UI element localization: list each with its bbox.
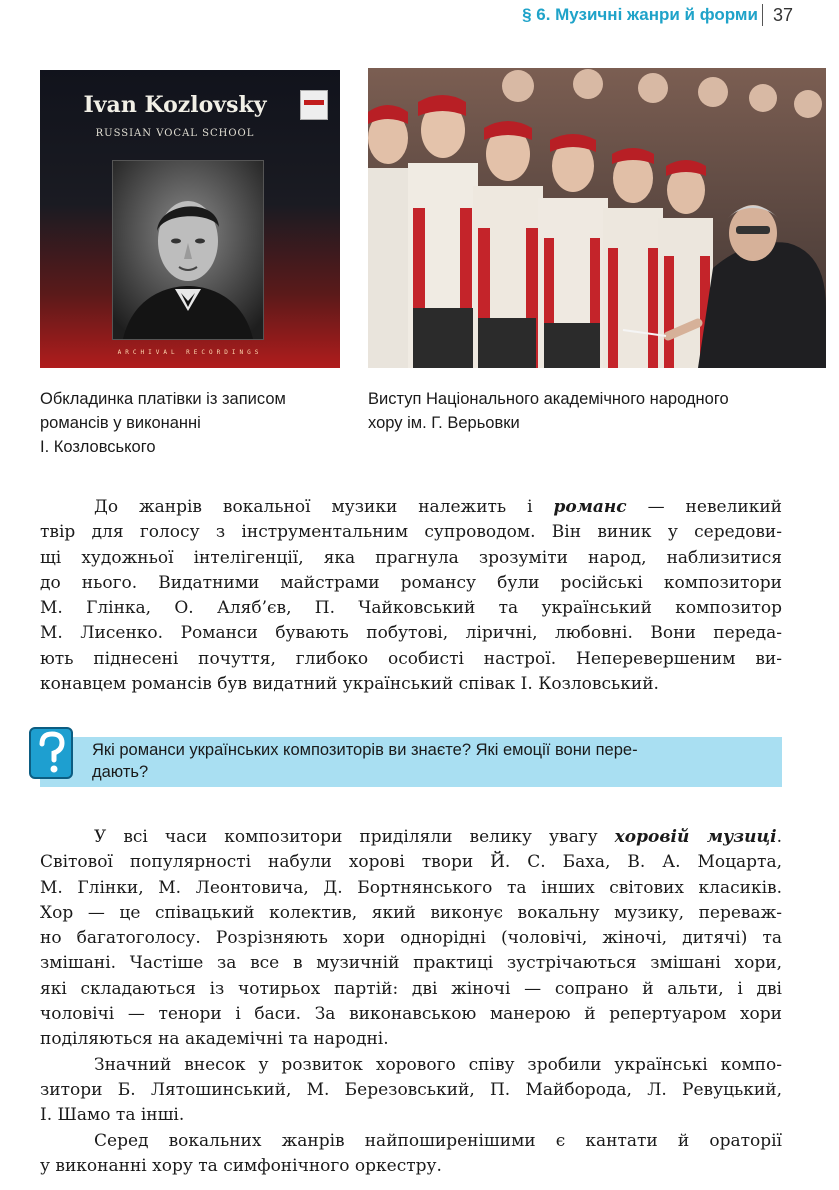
text-run: но багатоголосу. Розрізняють хори однорідні (чоловічі, жіночі, дитячі) та: [40, 928, 782, 949]
text-run: щі художньої інтелігенції, яка прагнула зрозуміти народ, наблизитися: [40, 547, 782, 568]
text-run: .: [776, 827, 782, 847]
text-run: у виконанні хору та симфонічного оркестру.: [40, 1155, 442, 1176]
question-line: Які романси українських композиторів ви знаєте? Які емоції вони пере-: [92, 741, 638, 759]
label-logo: [300, 90, 328, 120]
choir-photo: [368, 68, 826, 368]
question-mark-icon: [28, 724, 76, 782]
text-run: змішані. Частіше за все в музичній практиці зустрічаються змішані хори,: [40, 953, 782, 974]
text-run: М. Глінки, М. Леонтовича, Д. Бортнянського та інших світових класиків.: [40, 877, 782, 898]
text-line: [40, 647, 782, 672]
caption-line: Обкладинка платівки із записом: [40, 390, 286, 408]
text-run: Хор — це співацький колектив, який виконує вокальну музику, переваж-: [40, 902, 782, 923]
text-run: чоловічі — тенори і баси. За виконавською манерою й репертуаром хори: [40, 1004, 782, 1025]
section-title: § 6. Музичні жанри й форми: [522, 5, 758, 24]
text-run: які складаються із чотирьох партій: дві жіночі — сопрано й альти, і дві: [40, 978, 782, 999]
singer-portrait: [112, 160, 264, 340]
text-run: М. Глінка, О. Аляб’єв, П. Чайковський та український композитор: [40, 598, 782, 619]
text-line: [40, 596, 782, 621]
text-run: Серед вокальних жанрів найпоширенішими є кантати й ораторії: [94, 1130, 782, 1151]
paragraph-romance: [40, 495, 782, 697]
text-line: [40, 1053, 782, 1078]
paragraph-choir: [40, 825, 782, 1179]
text-line: [40, 546, 782, 571]
album-caption: [40, 387, 350, 459]
caption-line: Виступ Національного академічного народного: [368, 390, 729, 408]
text-run: І. Шамо та інші.: [40, 1105, 185, 1126]
text-line: [40, 520, 782, 545]
caption-line: хору ім. Г. Верьовки: [368, 414, 520, 432]
text-run: До жанрів вокальної музики належить і: [94, 497, 554, 517]
text-run: до нього. Видатними майстрами романсу були російські композитори: [40, 572, 782, 593]
running-header: [522, 2, 793, 28]
album-bottom-text: ARCHIVAL RECORDINGS: [117, 349, 263, 356]
text-line: [40, 850, 782, 875]
text-line: [40, 1078, 782, 1103]
text-run: ють піднесені почуття, глибоко особисті настрої. Неперевершеним ви-: [40, 648, 782, 669]
text-run: Світової популярності набули хорові твори Й. С. Баха, В. А. Моцарта,: [40, 852, 782, 873]
text-run: М. Лисенко. Романси бувають побутові, ліричні, любовні. Вони переда-: [40, 623, 782, 644]
text-run: конавцем романсів був видатний український співак І. Козловський.: [40, 674, 659, 695]
text-run: поділяються на академічні та народні.: [40, 1029, 389, 1050]
text-line: [40, 621, 782, 646]
text-line: [40, 1129, 782, 1154]
text-line: [40, 825, 782, 850]
album-cover-image: [40, 70, 340, 368]
text-line: [40, 571, 782, 596]
text-line: [40, 672, 782, 697]
text-run: зитори Б. Лятошинський, М. Березовський, П. Майборода, Л. Ревуцький,: [40, 1079, 782, 1100]
text-line: [40, 926, 782, 951]
text-line: [40, 901, 782, 926]
caption-line: І. Козловського: [40, 438, 156, 456]
key-term: романс: [553, 497, 627, 517]
text-line: [40, 951, 782, 976]
choir-caption: [368, 387, 808, 435]
text-line: [40, 495, 782, 520]
header-divider: [762, 4, 763, 26]
key-term: хоровій музиці: [614, 827, 777, 847]
question-line: дають?: [92, 763, 149, 781]
text-run: — невеликий: [626, 497, 782, 517]
text-line: [40, 1027, 782, 1052]
text-line: [40, 876, 782, 901]
text-line: [40, 1103, 782, 1128]
text-line: [40, 1002, 782, 1027]
text-run: У всі часи композитори приділяли велику увагу: [94, 827, 615, 847]
page-number: 37: [772, 4, 793, 25]
question-text: [92, 739, 776, 783]
text-line: [40, 977, 782, 1002]
text-line: [40, 1154, 782, 1179]
caption-line: романсів у виконанні: [40, 414, 201, 432]
text-run: твір для голосу з інструментальним супроводом. Він виник у середови-: [40, 522, 782, 543]
album-subtitle: RUSSIAN VOCAL SCHOOL: [95, 128, 255, 139]
text-run: Значний внесок у розвиток хорового співу зробили українські компо-: [94, 1054, 782, 1075]
album-title: Ivan Kozlovsky: [83, 92, 267, 118]
